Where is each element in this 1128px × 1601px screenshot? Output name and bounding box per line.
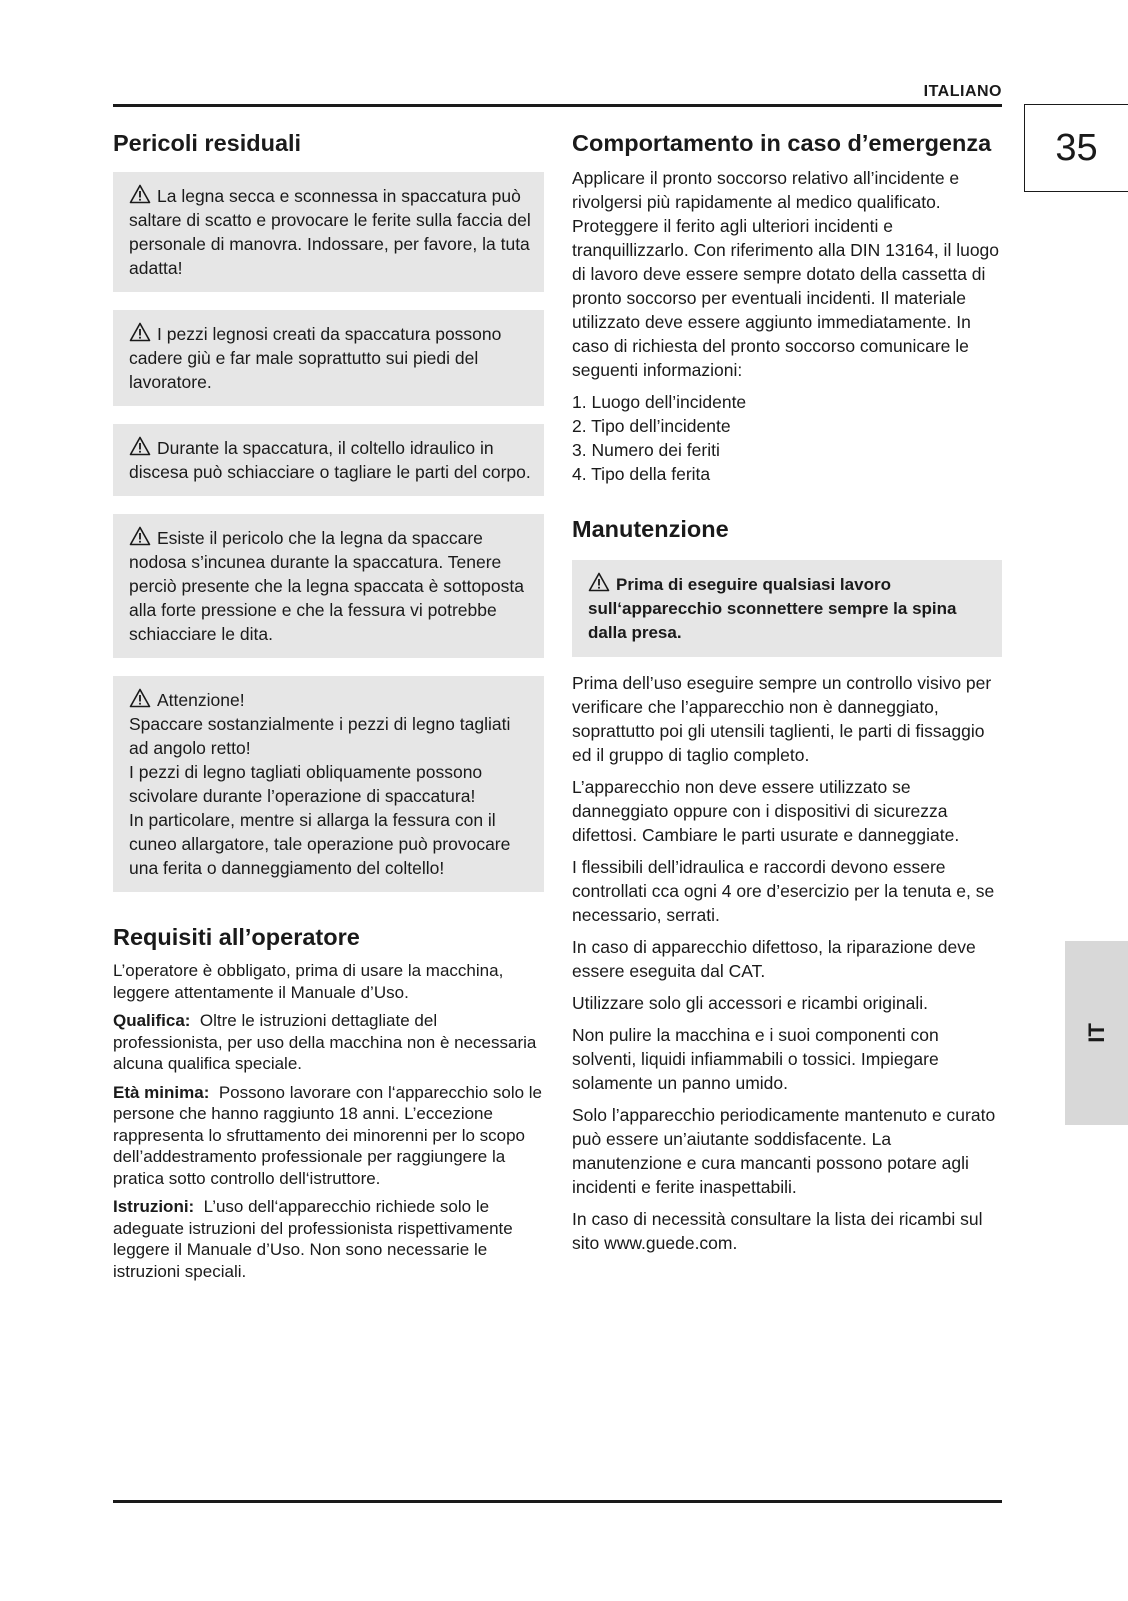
maintenance-paragraph: In caso di apparecchio difettoso, la riparazione deve essere eseguita dal CAT. [572, 937, 976, 981]
list-item: 2. Tipo dell’incidente [572, 416, 731, 436]
attention-line: In particolare, mentre si allarga la fessura con il cuneo allargatore, tale operazione può provocare una ferita o danneggiamento del coltello! [129, 810, 511, 878]
maintenance-paragraph: Prima dell’uso eseguire sempre un controllo visivo per verificare che l’apparecchio non è danneggiato, soprattutto poi gli utensili taglienti, le parti di fissaggio ed il gruppo di taglio completo. [572, 673, 992, 765]
operator-requirements-body [113, 960, 544, 1282]
maintenance-warning-box [572, 560, 1002, 657]
emergency-text: Applicare il pronto soccorso relativo all’incidente e rivolgersi più rapidamente al medico qualificato. Proteggere il ferito agli ulteriori incidenti e tranquillizzarlo. Con riferimento alla DIN 13164, il luogo di lavoro deve essere sempre dotato della cassetta di pronto soccorso per eventuali incidenti. Il materiale utilizzato deve essere aggiunto immediatamente. In caso di richiesta del pronto soccorso comunicare le seguenti informazioni: [572, 168, 1000, 380]
qualification-paragraph [113, 1010, 544, 1075]
maintenance-paragraph: Non pulire la macchina e i suoi componenti con solventi, liquidi infiammabili o tossici. Impiegare solamente un panno umido. [572, 1025, 939, 1093]
warning-box [113, 172, 544, 292]
min-age-text: Possono lavorare con l‘apparecchio solo le persone che hanno raggiunto 18 anni. L’eccezione rappresenta lo sfruttamento dei minorenni per lo scopo dell’addestramento professionale per raggiungere la pratica sotto controllo dell‘istruttore. [113, 1082, 543, 1188]
warning-box [113, 424, 544, 496]
attention-line: I pezzi di legno tagliati obliquamente possono scivolare durante l’operazione di spaccatura! [129, 762, 483, 806]
warning-triangle-icon [129, 184, 151, 204]
maintenance-paragraph: I flessibili dell’idraulica e raccordi devono essere controllati cca ogni 4 ore d’esercizio per la tenuta e, se necessario, serrati. [572, 857, 995, 925]
operator-intro: L’operatore è obbligato, prima di usare la macchina, leggere attentamente il Manuale d’Uso. [113, 961, 504, 1002]
attention-title: Attenzione! [157, 690, 245, 710]
language-side-tab [1065, 941, 1128, 1125]
bottom-divider [113, 1500, 1002, 1503]
warning-triangle-icon [588, 572, 610, 592]
maintenance-paragraph: Utilizzare solo gli accessori e ricambi originali. [572, 993, 928, 1013]
list-item: 3. Numero dei feriti [572, 440, 720, 460]
emergency-info-list [572, 390, 1002, 486]
instructions-paragraph [113, 1196, 544, 1282]
attention-line: Spaccare sostanzialmente i pezzi di legno tagliati ad angolo retto! [129, 714, 511, 758]
warning-triangle-icon [129, 526, 151, 546]
maintenance-paragraph: L’apparecchio non deve essere utilizzato se danneggiato oppure con i dispositivi di sicurezza difettosi. Cambiare le parti usurate e danneggiate. [572, 777, 960, 845]
instructions-text: L’uso dell‘apparecchio richiede solo le adeguate istruzioni del professionista rispettivamente leggere il Manuale d’Uso. Non sono necessarie le istruzioni speciali. [113, 1197, 513, 1281]
residual-risks-heading: Pericoli residuali [113, 130, 302, 156]
warning-text: La legna secca e sconnessa in spaccatura può saltare di scatto e provocare le ferite sulla faccia del personale di manovra. Indossare, per favore, la tuta adatta! [129, 186, 531, 278]
operator-requirements-heading: Requisiti all’operatore [113, 924, 360, 950]
left-column [113, 126, 544, 1289]
maintenance-paragraph: Solo l’apparecchio periodicamente mantenuto e curato può essere un’aiutante soddisfacente. La manutenzione e cura mancanti possono potare agli incidenti e ferite inaspettabili. [572, 1105, 996, 1197]
min-age-label: Età minima: [113, 1082, 210, 1102]
top-divider [113, 104, 1002, 107]
list-item: 4. Tipo della ferita [572, 464, 711, 484]
maintenance-warning-text: Prima di eseguire qualsiasi lavoro sull‘apparecchio sconnettere sempre la spina dalla presa. [588, 575, 957, 642]
qualification-text: Oltre le istruzioni dettagliate del professionista, per uso della macchina non è necessaria alcuna qualifica speciale. [113, 1011, 537, 1073]
warning-text: Esiste il pericolo che la legna da spaccare nodosa s’incunea durante la spaccatura. Tenere perciò presente che la legna spaccata è sottoposta alla forte pressione e che la fessura vi potrebbe schiacciare le dita. [129, 528, 524, 644]
warning-triangle-icon [129, 688, 151, 708]
warning-text: I pezzi legnosi creati da spaccatura possono cadere giù e far male soprattutto sui piedi del lavoratore. [129, 324, 502, 392]
instructions-label: Istruzioni: [113, 1197, 195, 1216]
warning-text: Durante la spaccatura, il coltello idraulico in discesa può schiacciare o tagliare le parti del corpo. [129, 438, 531, 482]
list-item: 1. Luogo dell’incidente [572, 392, 747, 412]
warning-triangle-icon [129, 322, 151, 342]
maintenance-paragraph: In caso di necessità consultare la lista dei ricambi sul sito www.guede.com. [572, 1209, 983, 1253]
warning-box [113, 310, 544, 406]
language-label: ITALIANO [923, 83, 1002, 100]
qualification-label: Qualifica: [113, 1011, 191, 1030]
language-side-tab-label: IT [1083, 1023, 1109, 1043]
warning-triangle-icon [129, 436, 151, 456]
page-number: 35 [1024, 104, 1128, 192]
maintenance-heading: Manutenzione [572, 516, 729, 542]
warning-box [113, 514, 544, 658]
emergency-heading: Comportamento in caso d’emergenza [572, 130, 992, 156]
attention-box [113, 676, 544, 892]
min-age-paragraph [113, 1082, 544, 1190]
right-column [572, 126, 1002, 1263]
